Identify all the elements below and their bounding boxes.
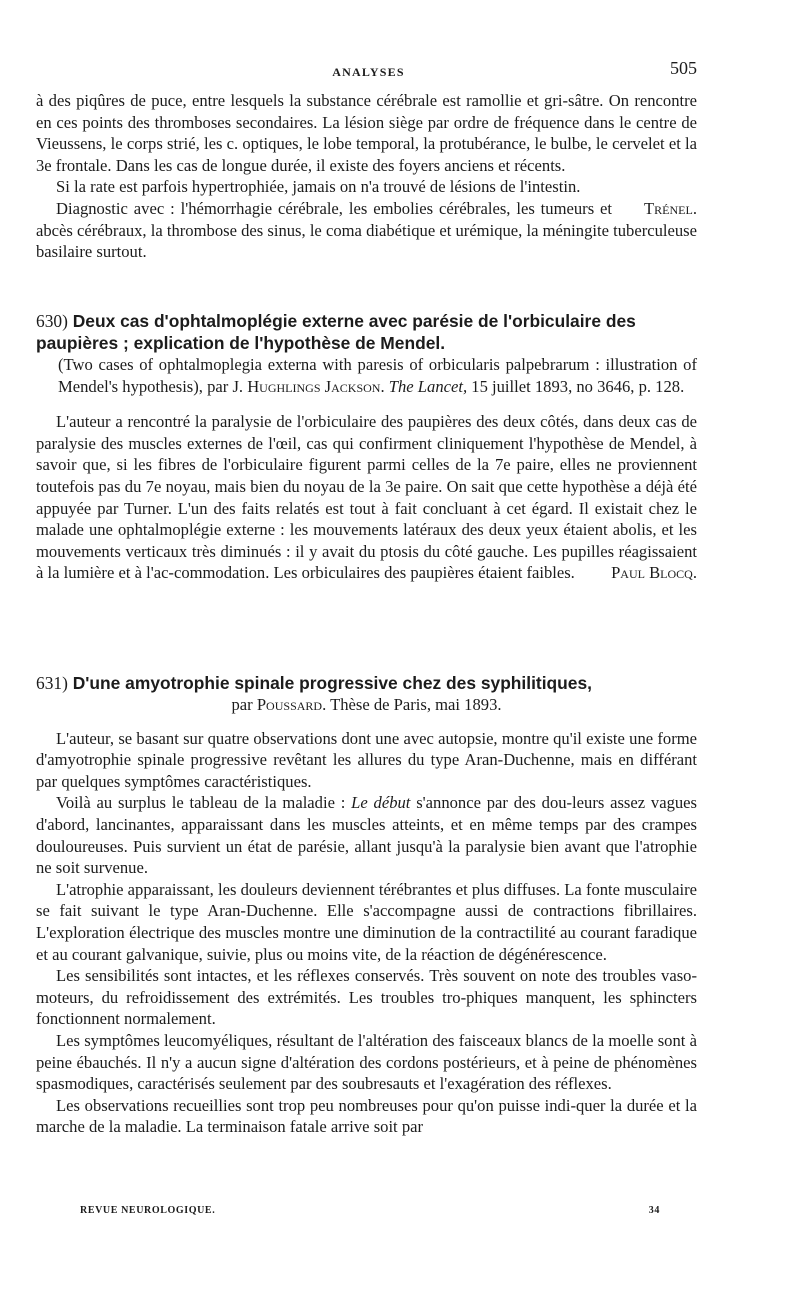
article-631-paragraph-3: L'atrophie apparaissant, les douleurs deviennent térébrantes et plus diffuses. La fonte musculaire se fait suivant le type Aran-Duchenne. Elle s'accompagne aussi de contractions fibrillaires. L'exploration électrique des muscles montre une diminution de la contractilité au courant faradique et au courant galvanique, suivie, plus ou moins vite, de la réaction de dégénérescence. xyxy=(36,879,697,964)
article-631-paragraph-2-pre: Voilà au surplus le tableau de la maladie : xyxy=(56,793,352,813)
article-630-body xyxy=(36,411,697,584)
article-630-heading xyxy=(36,310,697,354)
article-631 xyxy=(36,672,697,1138)
running-header xyxy=(40,58,697,82)
continuation-paragraph-3-text: Diagnostic avec : l'hémorrhagie cérébrale, les embolies cérébrales, les tumeurs et abcès cérébraux, la thrombose des sinus, le coma diabétique et urémique, la méningite tuberculeuse basilaire surtout. xyxy=(36,198,697,262)
article-631-byline-post: Thèse de Paris, mai 1893. xyxy=(326,695,502,714)
article-631-number: 631) xyxy=(36,673,68,693)
signature-trenel: Trénel. xyxy=(644,198,697,218)
article-630 xyxy=(36,310,697,584)
article-631-byline-pre: par xyxy=(231,695,257,714)
continuation-paragraph-1: à des piqûres de puce, entre lesquels la substance cérébrale est ramollie et gri-sâtre. On rencontre en ces points des thromboses secondaires. La lésion siège par ordre de fréquence dans le centre de Vieussens, le corps strié, les c. optiques, le lobe temporal, la protubérance, le bulbe, le cervelet et la 3e frontale. Dans les cas de longue durée, il existe des foyers anciens et récents. xyxy=(36,91,697,175)
article-630-journal: The Lancet, xyxy=(388,376,468,396)
article-631-title: D'une amyotrophie spinale progressive chez des syphilitiques, xyxy=(72,673,592,693)
article-631-paragraph-1: L'auteur, se basant sur quatre observations dont une avec autopsie, montre qu'il existe une forme d'amyotrophie spinale progressive revêtant les allures du type Aran-Duchenne, mais en différant par quelques symptômes caractéristiques. xyxy=(36,728,697,791)
article-630-author: J. Hughlings Jackson. xyxy=(232,376,385,396)
article-631-paragraph-2 xyxy=(36,792,697,878)
article-630-body-text: L'auteur a rencontré la paralysie de l'orbiculaire des paupières des deux côtés, dans deux cas de paralysie des muscles externes de l'œil, cas qui confirment cliniquement l'hypothèse de Mendel, à savoir que, si les fibres de l'orbiculaire figurent parmi celles de la 7e paire, elles ne proviennent toutefois pas du 7e noyau, mais bien du noyau de la 3e paire. On sait que cette hypothèse a déjà été appuyée par Turner. L'un des faits relatés est tout à fait concluant à cet égard. Il existait chez le malade une ophtalmoplégie externe : les mouvements latéraux des deux yeux étaient abolis, et les mouvements verticaux très diminués : il y avait du ptosis du côté gauche. Les pupilles réagissaient à la lumière et à l'ac-commodation. Les orbiculaires des paupières étaient faibles. xyxy=(36,412,697,583)
page-number: 505 xyxy=(670,58,697,78)
footer-signature-mark: 34 xyxy=(648,1205,660,1216)
article-631-paragraph-5: Les symptômes leucomyéliques, résultant de l'altération des faisceaux blancs de la moelle sont à peine ébauchés. Il n'y a aucun signe d'altération des cordons postérieurs, et à peine de phénomènes spasmodiques, caractérisés seulement par des soubresauts et l'exagération des réflexes. xyxy=(36,1030,697,1094)
running-title: ANALYSES xyxy=(332,65,405,79)
article-630-title: Deux cas d'ophtalmoplégie externe avec parésie de l'orbiculaire des paupières ; explication de l'hypothèse de Mendel. xyxy=(36,311,636,353)
continuation-section xyxy=(36,90,697,263)
continuation-paragraph-2: Si la rate est parfois hypertrophiée, jamais on n'a trouvé de lésions de l'intestin. xyxy=(56,177,581,197)
article-631-le-debut: Le début xyxy=(351,793,411,813)
footer-journal-name: REVUE NEUROLOGIQUE. xyxy=(80,1205,216,1216)
article-630-reference xyxy=(36,354,697,397)
article-630-subtitle: (Two cases of ophtalmoplegia externa with paresis of orbicularis palpebrarum : illustration of Mendel's hypothesis), par xyxy=(58,355,697,396)
article-631-byline xyxy=(36,694,697,716)
continuation-paragraph-3 xyxy=(36,198,697,263)
article-630-citation: 15 juillet 1893, no 3646, p. 128. xyxy=(467,376,685,396)
page-footer xyxy=(80,1200,660,1222)
article-631-heading xyxy=(36,672,697,694)
article-631-paragraph-2-post: s'annonce par des dou-leurs assez vagues d'abord, lancinantes, apparaissant dans les muscles atteints, et en même temps par des crampes douloureuses. Puis survient un état de parésie, allant jusqu'à la paralysie bien avant que l'atrophie ne soit survenue. xyxy=(36,793,697,878)
article-631-author: Poussard. xyxy=(256,695,327,714)
article-631-paragraph-6: Les observations recueillies sont trop peu nombreuses pour qu'on puisse indi-quer la durée et la marche de la maladie. La terminaison fatale arrive soit par xyxy=(36,1095,697,1137)
article-631-paragraph-4: Les sensibilités sont intactes, et les réflexes conservés. Très souvent on note des troubles vaso-moteurs, du refroidissement des extrémités. Les troubles tro-phiques manquent, les sphincters fonctionnent normalement. xyxy=(36,966,697,1029)
signature-blocq: Paul Blocq. xyxy=(611,563,697,583)
article-630-number: 630) xyxy=(36,311,68,331)
